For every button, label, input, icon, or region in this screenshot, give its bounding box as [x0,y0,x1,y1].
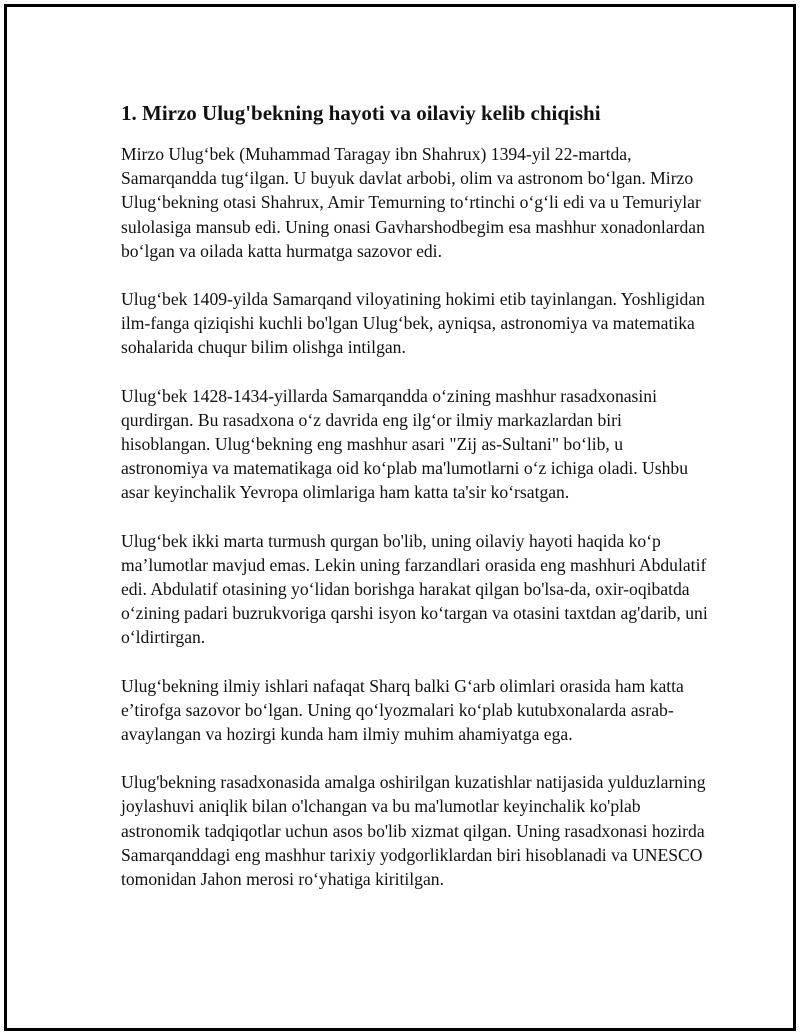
paragraph-governor: Ulugʻbek 1409-yilda Samarqand viloyatining hokimi etib tayinlangan. Yoshligidan ilm-fanga qiziqishi kuchli bo'lgan Ulugʻbek, ayniqsa, astronomiya va matematika sohalarida chuqur bilim olishga intilgan. [121,289,705,358]
paragraph-observatory: Ulugʻbek 1428-1434-yillarda Samarqandda oʻzining mashhur rasadxonasini qurdirgan. Bu rasadxona oʻz davrida eng ilgʻor ilmiy markazlardan biri hisoblangan. Ulugʻbekning eng mashhur asari "Zij as-Sultani" boʻlib, u astronomiya va matematikaga oid koʻplab ma'lumotlarni oʻz ichiga oladi. Ushbu asar keyinchalik Yevropa olimlariga ham katta ta'sir koʻrsatgan. [121,385,688,503]
paragraph-legacy: Ulug'bekning rasadxonasida amalga oshirilgan kuzatishlar natijasida yulduzlarning joylashuvi aniqlik bilan o'lchangan va bu ma'lumotlar keyinchalik ko'plab astronomik tadqiqotlar uchun asos bo'lib xizmat qilgan. Uning rasadxonasi hozirda Samarqanddagi eng mashhur tarixiy yodgorliklardan biri hisoblanadi va UNESCO tomonidan Jahon merosi roʻyhatiga kiritilgan. [121,772,706,890]
paragraph-family: Ulugʻbek ikki marta turmush qurgan bo'lib, uning oilaviy hayoti haqida koʻp ma’lumotlar mavjud emas. Lekin uning farzandlari orasida eng mashhuri Abdulatif edi. Abdulatif otasining yoʻlidan borishga harakat qilgan bo'lsa-da, oxir-oqibatda oʻzining padari buzrukvoriga qarshi isyon koʻtargan va otasini taxtdan ag'darib, uni oʻldirtirgan. [121,530,708,648]
paragraph-birth: Mirzo Ulugʻbek (Muhammad Taragay ibn Shahrux) 1394-yil 22-martda, Samarqandda tugʻilgan. U buyuk davlat arbobi, olim va astronom boʻlgan. Mirzo Ulugʻbekning otasi Shahrux, Amir Temurning toʻrtinchi oʻgʻli edi va u Temuriylar sulolasiga mansub edi. Uning onasi Gavharshodbegim esa mashhur xonadonlardan boʻlgan va oilada katta hurmatga sazovor edi. [121,144,705,261]
paragraph-recognition: Ulugʻbekning ilmiy ishlari nafaqat Sharq balki Gʻarb olimlari orasida ham katta e’tirofga sazovor boʻlgan. Uning qoʻlyozmalari koʻplab kutubxonalarda asrab-avaylangan va hozirgi kunda ham ilmiy muhim ahamiyatga ega. [121,675,684,745]
page-frame [4,4,796,1031]
document-body [121,99,711,915]
section-heading: 1. Mirzo Ulug'bekning hayoti va oilaviy kelib chiqishi [121,101,601,125]
